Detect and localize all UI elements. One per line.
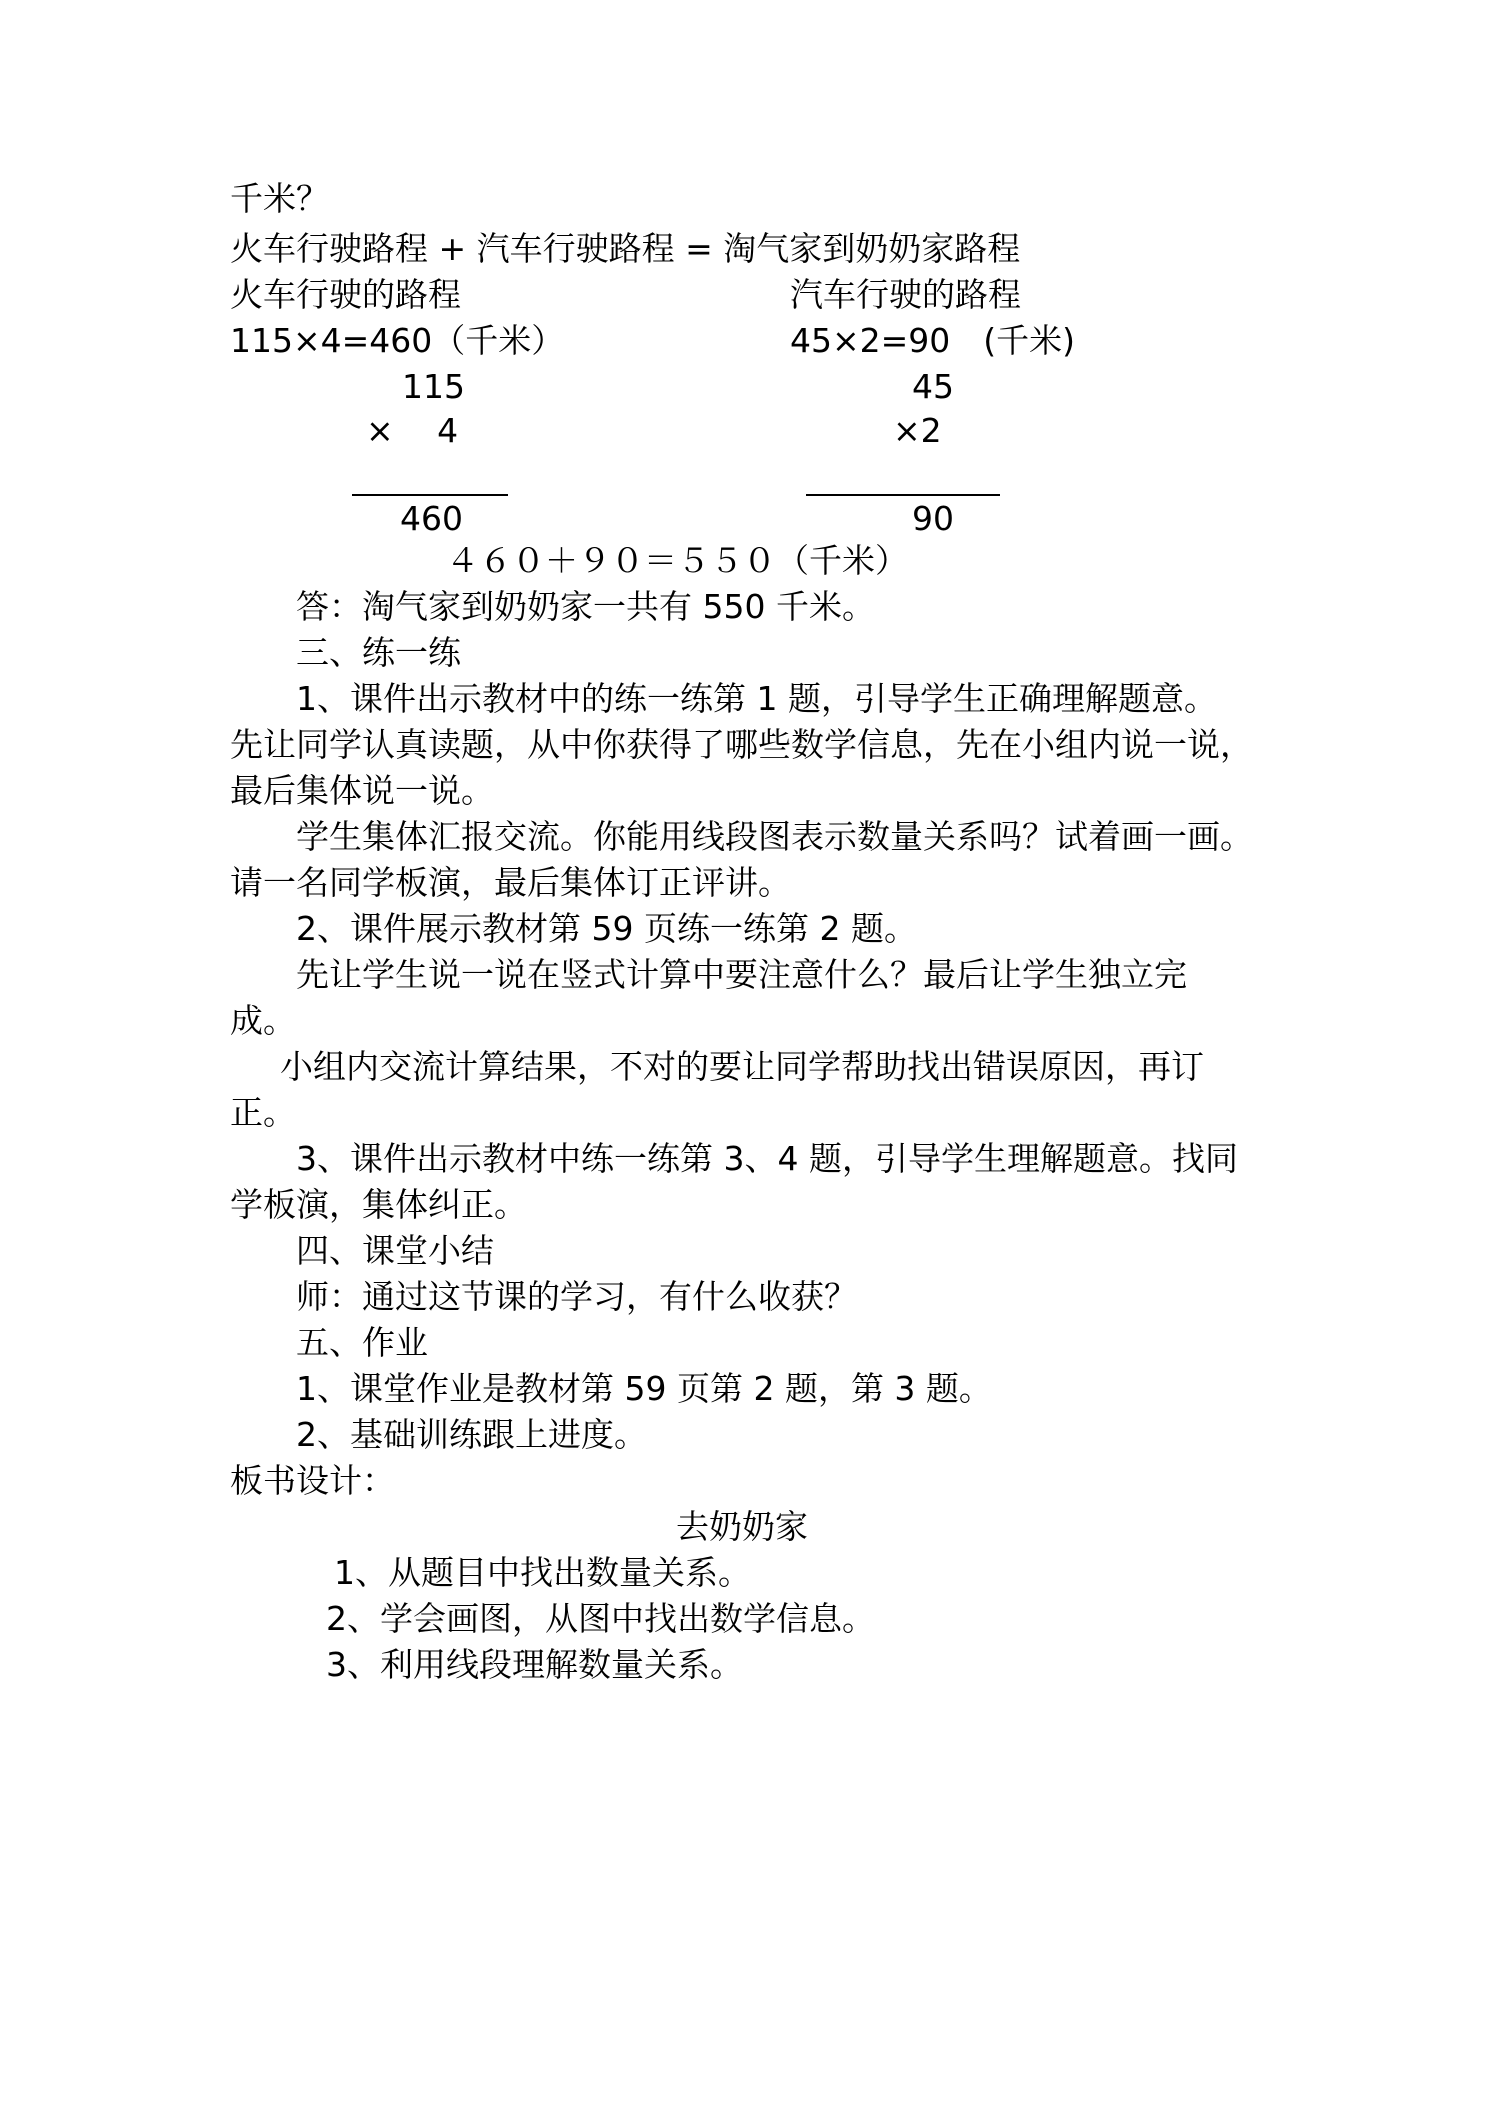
continued-text: 千米？ — [230, 179, 329, 218]
car-formula: 45×2=90 (千米) — [790, 321, 1076, 360]
paragraph-1-line-2: 先让同学认真读题，从中你获得了哪些数学信息，先在小组内说一说， — [230, 725, 1253, 764]
paragraph-6-line-1: 3、课件出示教材中练一练第 3、4 题，引导学生理解题意。找同 — [296, 1139, 1238, 1178]
paragraph-2-line-1: 学生集体汇报交流。你能用线段图表示数量关系吗？试着画一画。 — [296, 817, 1253, 856]
paragraph-1-line-3: 最后集体说一说。 — [230, 771, 494, 810]
board-design-label: 板书设计： — [230, 1461, 395, 1500]
relation-equation: 火车行驶路程 + 汽车行驶路程 = 淘气家到奶奶家路程 — [230, 229, 1021, 268]
homework-item-2: 2、基础训练跟上进度。 — [296, 1415, 647, 1454]
paragraph-4-line-1: 先让学生说一说在竖式计算中要注意什么？最后让学生独立完 — [296, 955, 1187, 994]
paragraph-5-line-2: 正。 — [230, 1093, 296, 1132]
sum-equation: ４６０＋９０＝５５０（千米） — [446, 541, 908, 580]
train-vertical-result: 460 — [400, 499, 463, 538]
board-title: 去奶奶家 — [676, 1507, 808, 1546]
answer-text: 答：淘气家到奶奶家一共有 550 千米。 — [296, 587, 875, 626]
train-vertical-top: 115 — [402, 367, 465, 406]
teacher-question: 师：通过这节课的学习，有什么收获？ — [296, 1277, 857, 1316]
section-heading-practice: 三、练一练 — [296, 633, 461, 672]
section-heading-homework: 五、作业 — [296, 1323, 428, 1362]
board-item-1: 1、从题目中找出数量关系。 — [334, 1553, 751, 1592]
train-heading: 火车行驶的路程 — [230, 275, 461, 314]
paragraph-5-line-1: 小组内交流计算结果，不对的要让同学帮助找出错误原因，再订 — [280, 1047, 1204, 1086]
paragraph-3: 2、课件展示教材第 59 页练一练第 2 题。 — [296, 909, 917, 948]
car-heading: 汽车行驶的路程 — [790, 275, 1021, 314]
car-vertical-rule — [806, 494, 1000, 496]
paragraph-1-line-1: 1、课件出示教材中的练一练第 1 题，引导学生正确理解题意。 — [296, 679, 1217, 718]
paragraph-4-line-2: 成。 — [230, 1001, 296, 1040]
paragraph-6-line-2: 学板演，集体纠正。 — [230, 1185, 527, 1224]
board-item-2: 2、学会画图，从图中找出数学信息。 — [326, 1599, 875, 1638]
section-heading-summary: 四、课堂小结 — [296, 1231, 494, 1270]
car-vertical-multiplier: ×2 — [893, 411, 942, 450]
board-item-3: 3、利用线段理解数量关系。 — [326, 1645, 743, 1684]
train-formula: 115×4=460（千米） — [230, 321, 565, 360]
car-vertical-top: 45 — [912, 367, 954, 406]
homework-item-1: 1、课堂作业是教材第 59 页第 2 题，第 3 题。 — [296, 1369, 992, 1408]
train-vertical-multiplier: × 4 — [366, 411, 459, 450]
paragraph-2-line-2: 请一名同学板演，最后集体订正评讲。 — [230, 863, 791, 902]
car-vertical-result: 90 — [912, 499, 954, 538]
